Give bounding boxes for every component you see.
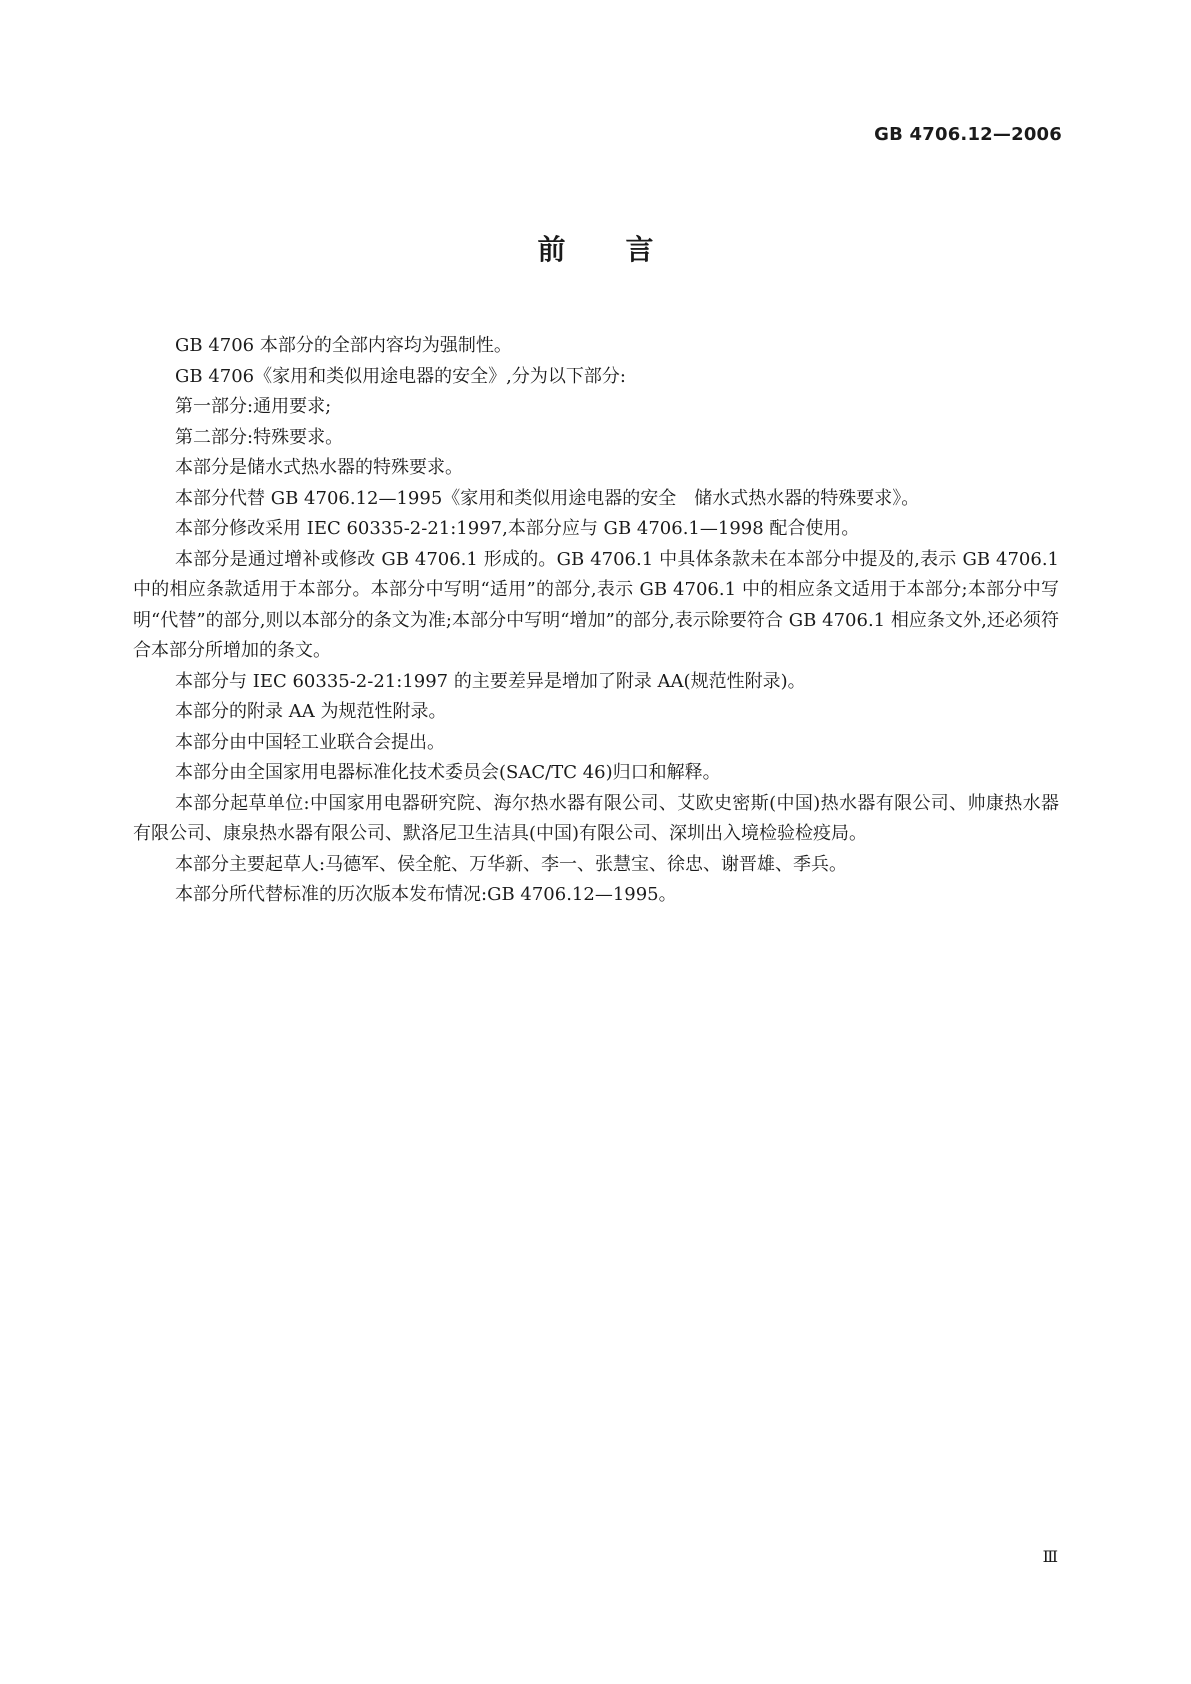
paragraph-annex: 本部分的附录 AA 为规范性附录。 [175,701,447,722]
paragraph-drafting-units: 本部分起草单位:中国家用电器研究院、海尔热水器有限公司、艾欧史密斯(中国)热水器有限公司、帅康热水器有限公司、康泉热水器有限公司、默洛尼卫生洁具(中国)有限公司、深圳出入境检验检疫局。 [133,792,1059,844]
standard-number: GB 4706.12—2006 [874,124,1062,145]
page-number: Ⅲ [1042,1547,1058,1566]
paragraph-part-two: 第二部分:特殊要求。 [175,426,344,448]
paragraph-mandatory: GB 4706 本部分的全部内容均为强制性。 [175,335,512,356]
paragraph-scope: 本部分是储水式热水器的特殊要求。 [175,457,463,478]
paragraph-proposed-by: 本部分由中国轻工业联合会提出。 [175,731,445,753]
paragraph-differences: 本部分与 IEC 60335-2-21:1997 的主要差异是增加了附录 AA(规范性附录)。 [175,670,806,692]
paragraph-managed-by: 本部分由全国家用电器标准化技术委员会(SAC/TC 46)归口和解释。 [175,762,721,783]
paragraph-structure: 本部分是通过增补或修改 GB 4706.1 形成的。GB 4706.1 中具体条款未在本部分中提及的,表示 GB 4706.1 中的相应条款适用于本部分。本部分中写明“适用”的部分,表示 GB 4706.1 中的相应条文适用于本部分;本部分中写明“代替”的部分,则以本部分的条文为准;本部分中写明“增加”的部分,表示除要符合 GB 4706.1 相应条文外,还必须符合本部分所增加的条文。 [133,548,1059,661]
paragraph-adoption: 本部分修改采用 IEC 60335-2-21:1997,本部分应与 GB 4706.1—1998 配合使用。 [175,518,860,539]
paragraph-part-one: 第一部分:通用要求; [175,396,332,417]
page-title: 前言 [537,233,714,266]
paragraph-history: 本部分所代替标准的历次版本发布情况:GB 4706.12—1995。 [175,884,677,905]
paragraph-series: GB 4706《家用和类似用途电器的安全》,分为以下部分: [175,365,626,387]
foreword-body [133,331,1059,911]
paragraph-replaces: 本部分代替 GB 4706.12—1995《家用和类似用途电器的安全 储水式热水器的特殊要求》。 [175,487,920,509]
paragraph-drafters: 本部分主要起草人:马德军、侯全舵、万华新、李一、张慧宝、徐忠、谢晋雄、季兵。 [175,853,848,875]
